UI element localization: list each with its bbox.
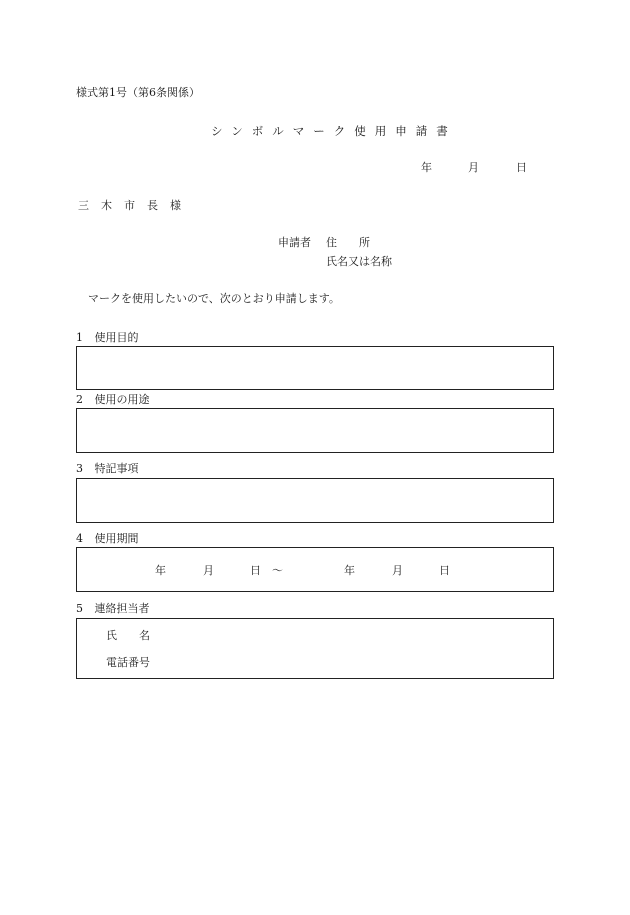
contact-name-label: 氏 名 <box>106 629 150 642</box>
purpose-field[interactable] <box>76 346 554 390</box>
period-field[interactable] <box>76 547 554 592</box>
period-start-month: 月 <box>203 564 214 577</box>
date-year: 年 <box>421 161 432 174</box>
section-3-heading <box>76 462 139 476</box>
period-end-day: 日 <box>439 564 450 577</box>
intro-text: マークを使用したいので、次のとおり申請します。 <box>88 292 340 305</box>
date-day: 日 <box>516 161 527 174</box>
date-month: 月 <box>468 161 479 174</box>
form-number: 様式第1号（第6条関係） <box>76 86 200 99</box>
address-label: 住 所 <box>326 236 370 249</box>
section-number: 5 <box>76 602 83 615</box>
addressee: 三木市長様 <box>78 199 193 212</box>
applicant-label: 申請者 <box>278 236 311 249</box>
period-start-day: 日 <box>250 564 261 577</box>
section-number: 2 <box>76 393 83 406</box>
document-title: シンボルマーク使用申請書 <box>211 124 457 138</box>
section-label: 使用目的 <box>94 331 139 344</box>
section-5-heading <box>76 602 150 616</box>
remarks-field[interactable] <box>76 478 554 523</box>
period-start-year: 年 <box>155 564 166 577</box>
section-label: 連絡担当者 <box>94 602 150 615</box>
period-end-year: 年 <box>344 564 355 577</box>
section-2-heading <box>76 393 150 407</box>
section-number: 4 <box>76 532 83 545</box>
usage-field[interactable] <box>76 408 554 453</box>
contact-field[interactable] <box>76 618 554 679</box>
contact-phone-label: 電話番号 <box>106 656 150 669</box>
period-end-month: 月 <box>392 564 403 577</box>
section-number: 3 <box>76 462 83 475</box>
section-label: 使用期間 <box>94 532 139 545</box>
section-number: 1 <box>76 331 83 344</box>
name-label: 氏名又は名称 <box>326 255 392 268</box>
section-label: 特記事項 <box>94 462 139 475</box>
section-1-heading <box>76 331 139 345</box>
period-separator: ～ <box>272 564 283 577</box>
section-label: 使用の用途 <box>94 393 150 406</box>
section-4-heading <box>76 532 139 546</box>
